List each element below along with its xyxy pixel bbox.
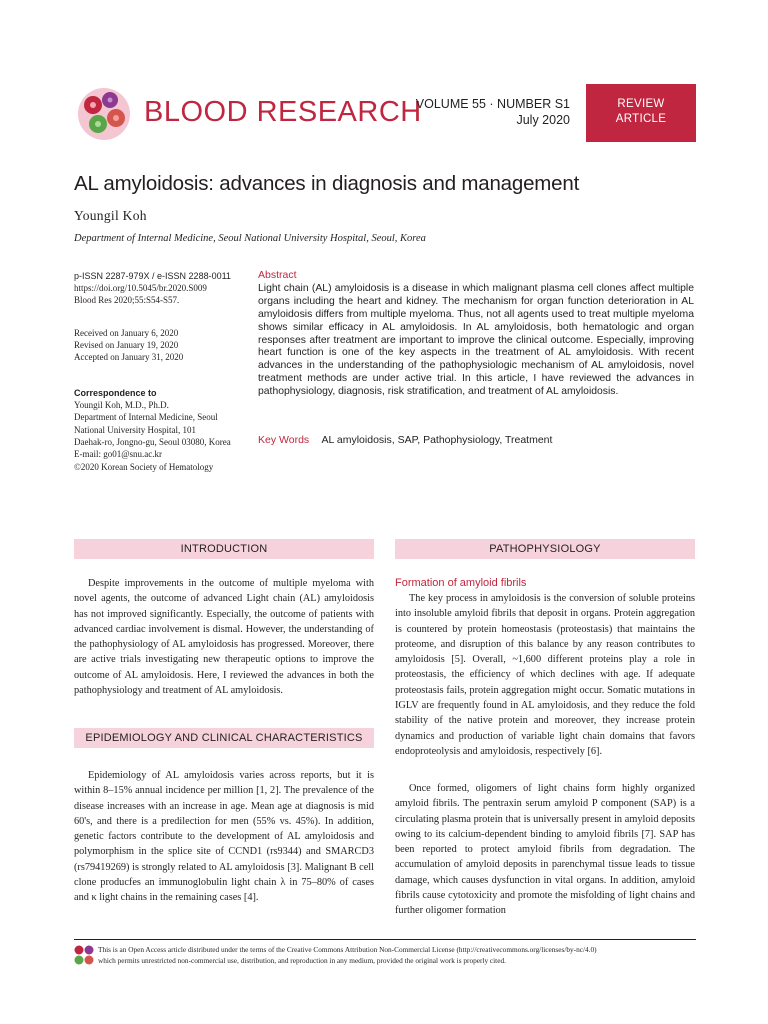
section-heading-introduction: INTRODUCTION (74, 539, 374, 559)
copyright: ©2020 Korean Society of Hematology (74, 462, 214, 472)
revised-date: Revised on January 19, 2020 (74, 340, 179, 351)
license-line-2: which permits unrestricted non-commercial use, distribution, and reproduction in any medium, provided the original work is properly cited. (98, 956, 506, 965)
keywords (258, 434, 552, 446)
issn: p-ISSN 2287-979X / e-ISSN 2288-0011 (74, 271, 231, 281)
badge-line-2: ARTICLE (615, 113, 667, 125)
journal-logo-icon (74, 86, 134, 142)
badge-line-1: REVIEW (617, 98, 665, 110)
keywords-label: Key Words (258, 434, 310, 446)
correspondence-email[interactable]: E-mail: go01@snu.ac.kr (74, 449, 163, 460)
epidemiology-text: Epidemiology of AL amyloidosis varies across reports, but it is within 8–15% annual incidence per million [1, 2]. The prevalence of the disease increases with an increase in age. Mean age at diagnosis is mid 60's, and there is a predilection for men (55% vs. 45%). In addition, genetic factors contribute to the development of AL amyloidosis and polymorphism in the splice site of CCND1 (rs9344) and SMARCD3 (rs79419269) is strongly related to AL amyloidosis [3]. Malignant B cell clone producfes an immunoglobulin light chain λ in 75–80% of cases and κ light chains in the remaining cases [4]. (74, 770, 374, 904)
accepted-date: Accepted on January 31, 2020 (74, 352, 184, 363)
journal-name: BLOOD RESEARCH (144, 96, 422, 128)
license-line-1: This is an Open Access article distributed under the terms of the Creative Commons Attribution Non-Commercial License (http://creativecommons.org/licenses/by-nc/4.0) (98, 945, 597, 954)
abstract-body: Light chain (AL) amyloidosis is a disease in which malignant plasma cell clones affect multiple organs including the heart and kidney. The mechanism for organ function deterioration in AL amyloidosis differs from multiple myeloma. Thus, not all agents used to treat multiple myeloma shows similar efficacy in AL amyloidosis. In AL amyloidosis, both hematologic and organ responses after treatment are important to improve the clinical outcome. Especially, improving heart function is one of the key aspects in the treatment of AL amyloidosis. With recent advances in the understanding of the pathophysiologic mechanism of AL amyloidosis, novel treatment methods are under active trial. In this article, I have reviewed the advances in pathophysiology, diagnosis, risk stratification, and treatment of AL amyloidosis. (258, 282, 694, 398)
author-affiliation: Department of Internal Medicine, Seoul National University Hospital, Seoul, Korea (74, 233, 426, 244)
received-date: Received on January 6, 2020 (74, 328, 179, 338)
keywords-list: AL amyloidosis, SAP, Pathophysiology, Treatment (321, 434, 553, 446)
correspondence-dept: Department of Internal Medicine, Seoul (74, 412, 218, 423)
subsection-heading-amyloid-fibrils: Formation of amyloid fibrils (395, 577, 527, 589)
abstract-heading: Abstract (258, 269, 297, 281)
footer-divider (74, 939, 696, 940)
issue-info (400, 96, 570, 128)
publication-ids (74, 270, 254, 307)
article-type-badge (586, 84, 696, 142)
pathophysiology-text-2: Once formed, oligomers of light chains form highly organized amyloid fibrils. The pentraxin serum amyloid P component (SAP) is a circulating plasma protein that is universally present in amyloid deposits owing to its calcium-dependent binding to amyloid fibrils [7]. SAP has been reported to protect amyloid fibrils from degradation. The accumulation of amyloid deposits in parenchymal tissue leads to tissue damage, which causes dysfunction in vital organs. In addition, amyloid fibrils cause cytotoxicity and promote the misfolding of light chains and further oligomer formation (395, 783, 695, 917)
abstract (258, 269, 694, 399)
license-notice (98, 944, 698, 966)
citation: Blood Res 2020;55:S54-S57. (74, 295, 180, 306)
section-heading-epidemiology: EPIDEMIOLOGY AND CLINICAL CHARACTERISTICS (74, 728, 374, 748)
correspondence (74, 387, 254, 460)
article-title: AL amyloidosis: advances in diagnosis and management (74, 172, 580, 195)
correspondence-address: Daehak-ro, Jongno-gu, Seoul 03080, Korea (74, 436, 231, 447)
volume-number: VOLUME 55 · NUMBER S1 (415, 97, 570, 111)
creative-commons-icon (74, 945, 94, 965)
correspondence-name: Youngil Koh, M.D., Ph.D. (74, 400, 169, 411)
section-heading-pathophysiology: PATHOPHYSIOLOGY (395, 539, 695, 559)
issue-date: July 2020 (516, 113, 570, 127)
article-dates (74, 327, 254, 364)
correspondence-heading: Correspondence to (74, 388, 157, 398)
author-name: Youngil Koh (74, 208, 147, 223)
introduction-text: Despite improvements in the outcome of multiple myeloma with novel agents, the outcome of advanced Light chain (AL) amyloidosis has not improved significantly. Especially, the outcome of patients with advanced cardiac involvement is dismal. However, the understanding of the pathophysiology of AL amyloidosis has progressed. Moreover, there are active trials investigating new therapeutic options to improve the outcome of AL amyloidosis. Here, I reviewed the advances in both the pathophysiology and treatment of AL amyloidosis. (74, 578, 374, 697)
doi-link[interactable]: https://doi.org/10.5045/br.2020.S009 (74, 283, 207, 294)
pathophysiology-text-1: The key process in amyloidosis is the conversion of soluble proteins into insoluble amyloid fibrils that deposit in organs. Protein aggregation is countered by protein homeostasis (proteostasis) that maintains the proteome, and disruption of this balance by any reason contributes to amyloidosis [5]. Overall, ~1,600 different proteins play a role in proteostasis, the efficiency of which declines with age. If adequate proteostasis fails, protein aggregation might occur. Somatic mutations in IGLV are frequently found in AL amyloidosis, and they reduce the fold stability of the native protein and moreover, they increase protein dynamics and production of variable light chain domains that favors endoproteolysis and amyloidosis, respectively [6]. (395, 593, 695, 757)
correspondence-hospital: National University Hospital, 101 (74, 424, 196, 435)
